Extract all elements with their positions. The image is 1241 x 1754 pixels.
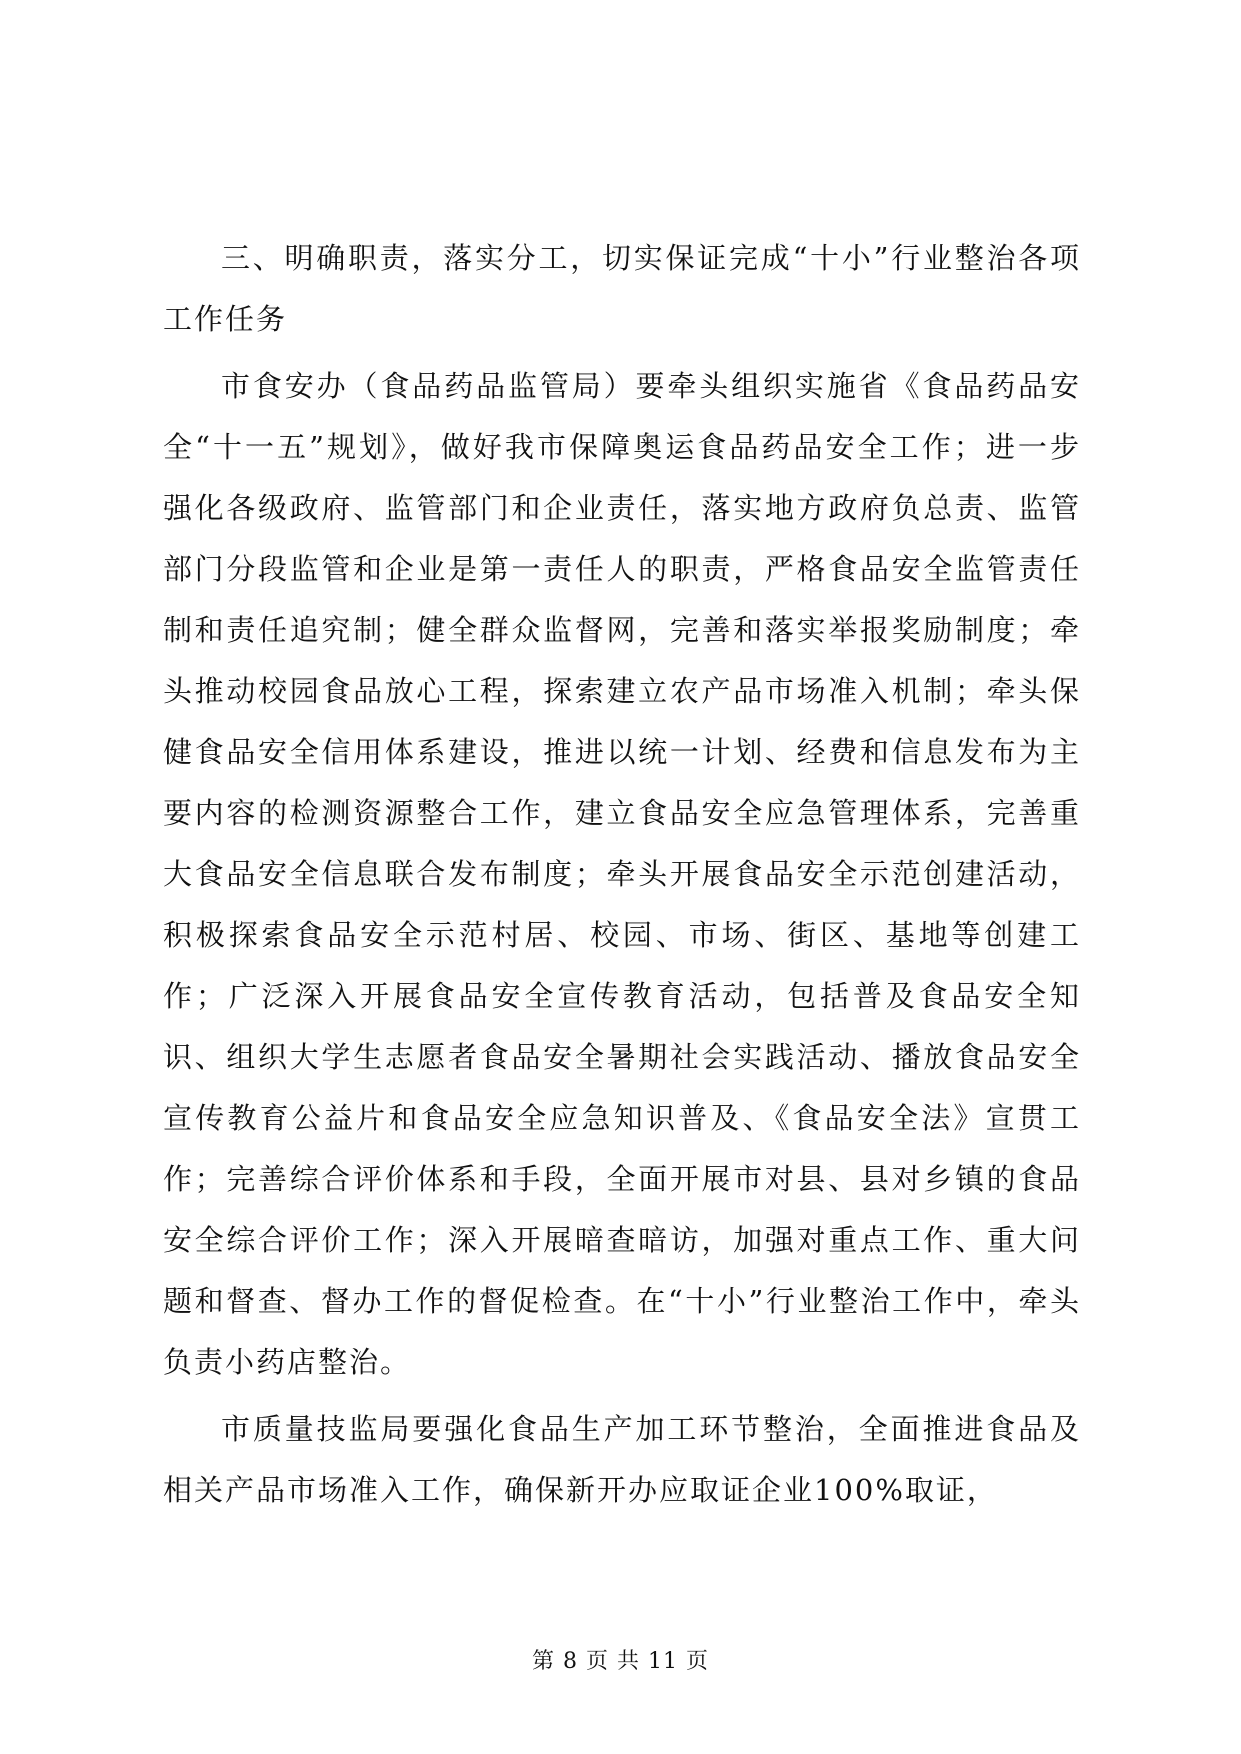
- paragraph-food-safety-office: 市食安办（食品药品监管局）要牵头组织实施省《食品药品安全“十一五”规划》，做好我市保障奥运食品药品安全工作；进一步强化各级政府、监管部门和企业责任，落实地方政府负总责、监管部门分段监管和企业是第一责任人的职责，严格食品安全监管责任制和责任追究制；健全群众监督网，完善和落实举报奖励制度；牵头推动校园食品放心工程，探索建立农产品市场准入机制；牵头保健食品安全信用体系建设，推进以统一计划、经费和信息发布为主要内容的检测资源整合工作，建立食品安全应急管理体系，完善重大食品安全信息联合发布制度；牵头开展食品安全示范创建活动，积极探索食品安全示范村居、校园、市场、街区、基地等创建工作；广泛深入开展食品安全宣传教育活动，包括普及食品安全知识、组织大学生志愿者食品安全暑期社会实践活动、播放食品安全宣传教育公益片和食品安全应急知识普及、《食品安全法》宣贯工作；完善综合评价体系和手段，全面开展市对县、县对乡镇的食品安全综合评价工作；深入开展暗查暗访，加强对重点工作、重大问题和督查、督办工作的督促检查。在“十小”行业整治工作中，牵头负责小药店整治。: [163, 369, 1081, 1379]
- paragraph-quality-supervision-bureau: 市质量技监局要强化食品生产加工环节整治，全面推进食品及相关产品市场准入工作，确保新开办应取证企业100%取证，: [163, 1412, 1081, 1507]
- page-number-footer: 第 8 页 共 11 页: [532, 1649, 709, 1674]
- document-body: [163, 228, 1081, 1521]
- section-heading: 三、明确职责，落实分工，切实保证完成“十小”行业整治各项工作任务: [163, 241, 1081, 336]
